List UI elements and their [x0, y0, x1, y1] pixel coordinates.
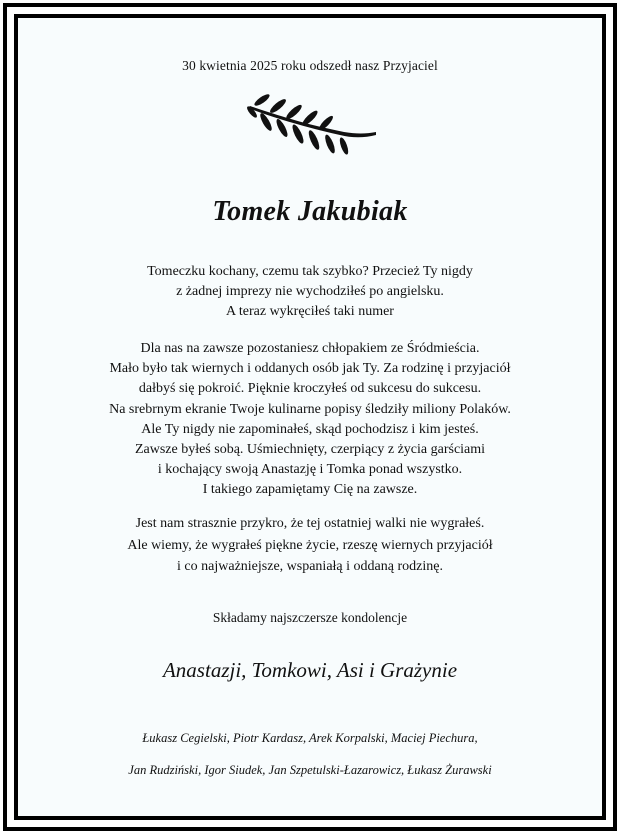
stanza-line: Ale wiemy, że wygrałeś piękne życie, rzeszę wiernych przyjaciół: [127, 537, 493, 553]
laurel-branch-icon: [244, 92, 380, 164]
signers: [0, 722, 620, 786]
stanza-line: I takiego zapamiętamy Cię na zawsze.: [202, 482, 418, 498]
stanza-2: [0, 339, 620, 501]
signers-line: Łukasz Cegielski, Piotr Kardasz, Arek Korpalski, Maciej Piechura,: [142, 731, 478, 745]
signers-line: Jan Rudziński, Igor Siudek, Jan Szpetulski-Łazarowicz, Łukasz Żurawski: [128, 763, 492, 777]
stanza-line: Na srebrnym ekranie Twoje kulinarne popisy śledziły miliony Polaków.: [109, 401, 511, 417]
stanza-line: z żadnej imprezy nie wychodziłeś po angielsku.: [176, 284, 444, 300]
recipients: Anastazji, Tomkowi, Asi i Grażynie: [162, 658, 458, 682]
stanza-line: A teraz wykręciłeś taki numer: [226, 304, 394, 320]
stanza-line: Jest nam strasznie przykro, że tej ostatniej walki nie wygrałeś.: [135, 516, 485, 531]
stanza-line: Mało było tak wiernych i oddanych osób jak Ty. Za rodzinę i przyjaciół: [109, 361, 511, 377]
announcement-header: 30 kwietnia 2025 roku odszedł nasz Przyjaciel: [182, 58, 438, 73]
stanza-line: Tomeczku kochany, czemu tak szybko? Przecież Ty nigdy: [147, 264, 473, 279]
stanza-line: Ale Ty nigdy nie zapominałeś, skąd pochodzisz i kim jesteś.: [141, 421, 479, 437]
stanza-line: Zawsze byłeś sobą. Uśmiechnięty, czerpiący z życia garściami: [134, 442, 486, 458]
stanza-line: i kochający swoją Anastazję i Tomka ponad wszystko.: [157, 462, 463, 478]
condolences-line: Składamy najszczersze kondolencje: [212, 610, 408, 625]
stanza-1: [0, 262, 620, 323]
deceased-name: Tomek Jakubiak: [212, 196, 408, 227]
stanza-line: Dla nas na zawsze pozostaniesz chłopakiem ze Śródmieścia.: [140, 341, 480, 356]
stanza-3: [0, 513, 620, 578]
stanza-line: dałbyś się pokroić. Pięknie kroczyłeś od sukcesu do sukcesu.: [138, 381, 482, 397]
stanza-line: i co najważniejsze, wspaniałą i oddaną rodzinę.: [177, 559, 443, 574]
